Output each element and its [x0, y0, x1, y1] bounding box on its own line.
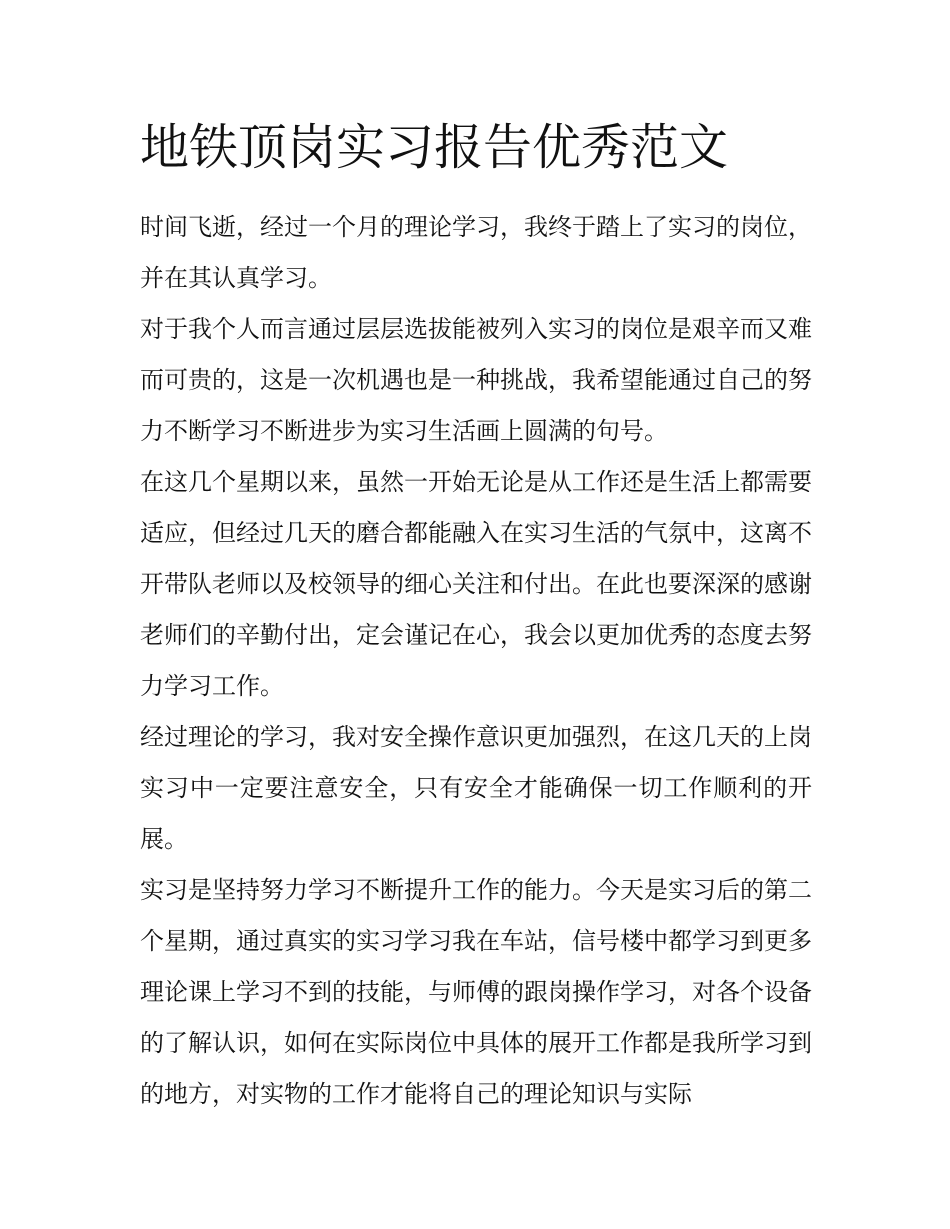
- paragraph-1: 时间飞逝，经过一个月的理论学习，我终于踏上了实习的岗位，并在其认真学习。: [140, 213, 812, 292]
- paragraph-5: 实习是坚持努力学习不断提升工作的能力。今天是实习后的第二个星期，通过真实的实习学习我在车站，信号楼中都学习到更多理论课上学习不到的技能，与师傅的跟岗操作学习，对各个设备的了解认识，如何在实际岗位中具体的展开工作都是我所学习到的地方，对实物的工作才能将自己的理论知识与实际: [140, 876, 812, 1108]
- document-body: [140, 112, 812, 1120]
- paragraph-2: 对于我个人而言通过层层选拔能被列入实习的岗位是艰辛而又难而可贵的，这是一次机遇也是一种挑战，我希望能通过自己的努力不断学习不断进步为实习生活画上圆满的句号。: [140, 315, 812, 445]
- document-title: 地铁顶岗实习报告优秀范文: [140, 119, 729, 176]
- paragraph-4: 经过理论的学习，我对安全操作意识更加强烈，在这几天的上岗实习中一定要注意安全，只有安全才能确保一切工作顺利的开展。: [140, 723, 812, 853]
- paragraph-3: 在这几个星期以来，虽然一开始无论是从工作还是生活上都需要适应，但经过几天的磨合都能融入在实习生活的气氛中，这离不开带队老师以及校领导的细心关注和付出。在此也要深深的感谢老师们的辛勤付出，定会谨记在心，我会以更加优秀的态度去努力学习工作。: [140, 468, 812, 700]
